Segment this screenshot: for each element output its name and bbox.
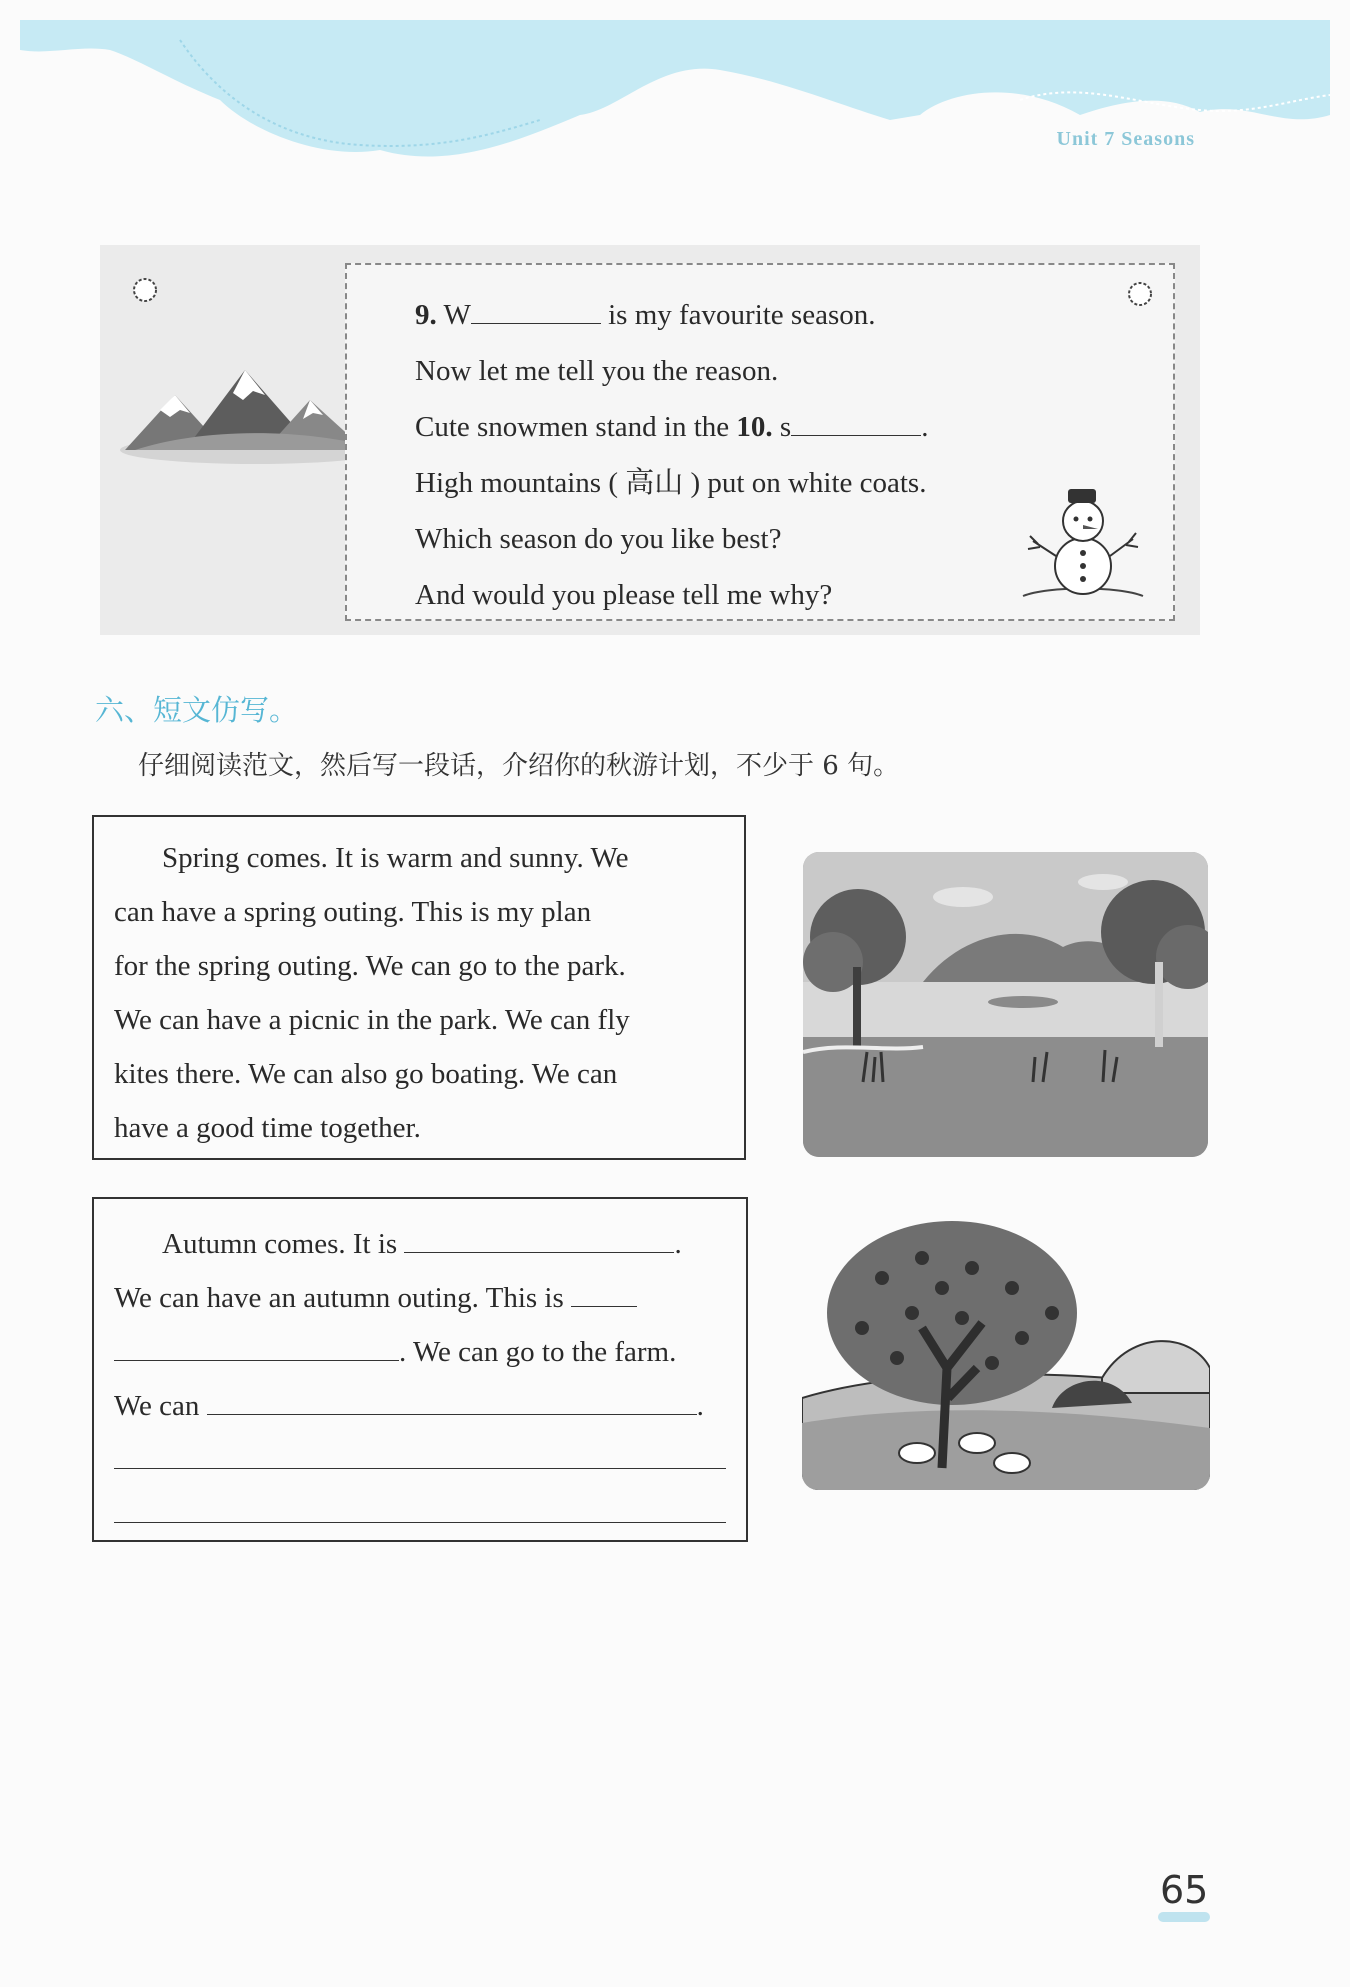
poem-line: Now let me tell you the reason. xyxy=(415,355,779,387)
hint-letter: W xyxy=(443,299,471,331)
poem-line: And would you please tell me why? xyxy=(415,579,833,611)
unit-label: Unit xyxy=(1056,128,1099,150)
apple-tree-farm-scene xyxy=(802,1218,1210,1490)
punctuation: . xyxy=(921,411,929,443)
answer-blank[interactable] xyxy=(114,1445,726,1469)
answer-blank-9[interactable] xyxy=(471,300,601,324)
section-heading: 六、短文仿写。 xyxy=(95,693,299,727)
answer-blank-10[interactable] xyxy=(791,412,921,436)
writing-task-box xyxy=(92,1197,748,1542)
answer-blank[interactable] xyxy=(404,1229,674,1253)
unit-name: Seasons xyxy=(1121,128,1195,150)
instruction-text: 仔细阅读范文，然后写一段话，介绍你的秋游计划，不少于 6 句。 xyxy=(138,751,900,781)
punctuation: . xyxy=(674,1228,682,1260)
model-text-line: Spring comes. It is warm and sunny. We xyxy=(162,842,629,874)
unit-title xyxy=(1057,128,1196,151)
answer-blank[interactable] xyxy=(571,1283,637,1307)
park-lake-scene xyxy=(803,852,1208,1157)
answer-blank[interactable] xyxy=(207,1391,697,1415)
poem-line-text: is my favourite season. xyxy=(608,299,876,331)
writing-line-2 xyxy=(114,1271,726,1325)
poem-box xyxy=(345,263,1175,621)
poem-line-9 xyxy=(415,287,1173,343)
model-text-line: have a good time together. xyxy=(114,1112,421,1144)
decorative-circle-icon xyxy=(130,275,160,305)
writing-line-3 xyxy=(114,1325,726,1379)
poem-line: Which season do you like best? xyxy=(415,523,782,555)
answer-blank[interactable] xyxy=(114,1337,399,1361)
hint-letter: s xyxy=(779,411,792,443)
writing-line-5 xyxy=(114,1433,726,1487)
poem-area xyxy=(100,245,1200,635)
unit-number: 7 xyxy=(1104,128,1116,150)
snowman-icon xyxy=(1018,481,1148,601)
writing-line-6 xyxy=(114,1487,726,1541)
autumn-farm-picture xyxy=(802,1218,1210,1490)
question-number: 10. xyxy=(736,411,773,443)
page-number-underline xyxy=(1158,1912,1210,1922)
poem-line-10 xyxy=(415,399,1173,455)
model-text-line: kites there. We can also go boating. We can xyxy=(114,1058,618,1090)
poem-line: High mountains ( 高山 ) put on white coats. xyxy=(415,467,927,499)
writing-line-4 xyxy=(114,1379,726,1433)
writing-prompt-text: We can have an autumn outing. This is xyxy=(114,1282,564,1314)
model-text-line: for the spring outing. We can go to the park. xyxy=(114,950,626,982)
writing-prompt-text: Autumn comes. It is xyxy=(162,1228,398,1260)
writing-line-1 xyxy=(114,1217,726,1271)
decorative-circle-icon xyxy=(1125,279,1155,309)
model-text-box xyxy=(92,815,746,1160)
page-number: 65 xyxy=(1160,1868,1209,1912)
writing-prompt-text: . We can go to the farm. xyxy=(399,1336,677,1368)
poem-line-text: Cute snowmen stand in the xyxy=(415,411,730,443)
model-text-line: can have a spring outing. This is my plan xyxy=(114,896,592,928)
punctuation: . xyxy=(696,1390,704,1422)
model-text-line: We can have a picnic in the park. We can fly xyxy=(114,1004,630,1036)
spring-park-picture xyxy=(803,852,1208,1157)
question-number: 9. xyxy=(415,299,437,331)
answer-blank[interactable] xyxy=(114,1499,726,1523)
writing-prompt-text: We can xyxy=(114,1390,200,1422)
